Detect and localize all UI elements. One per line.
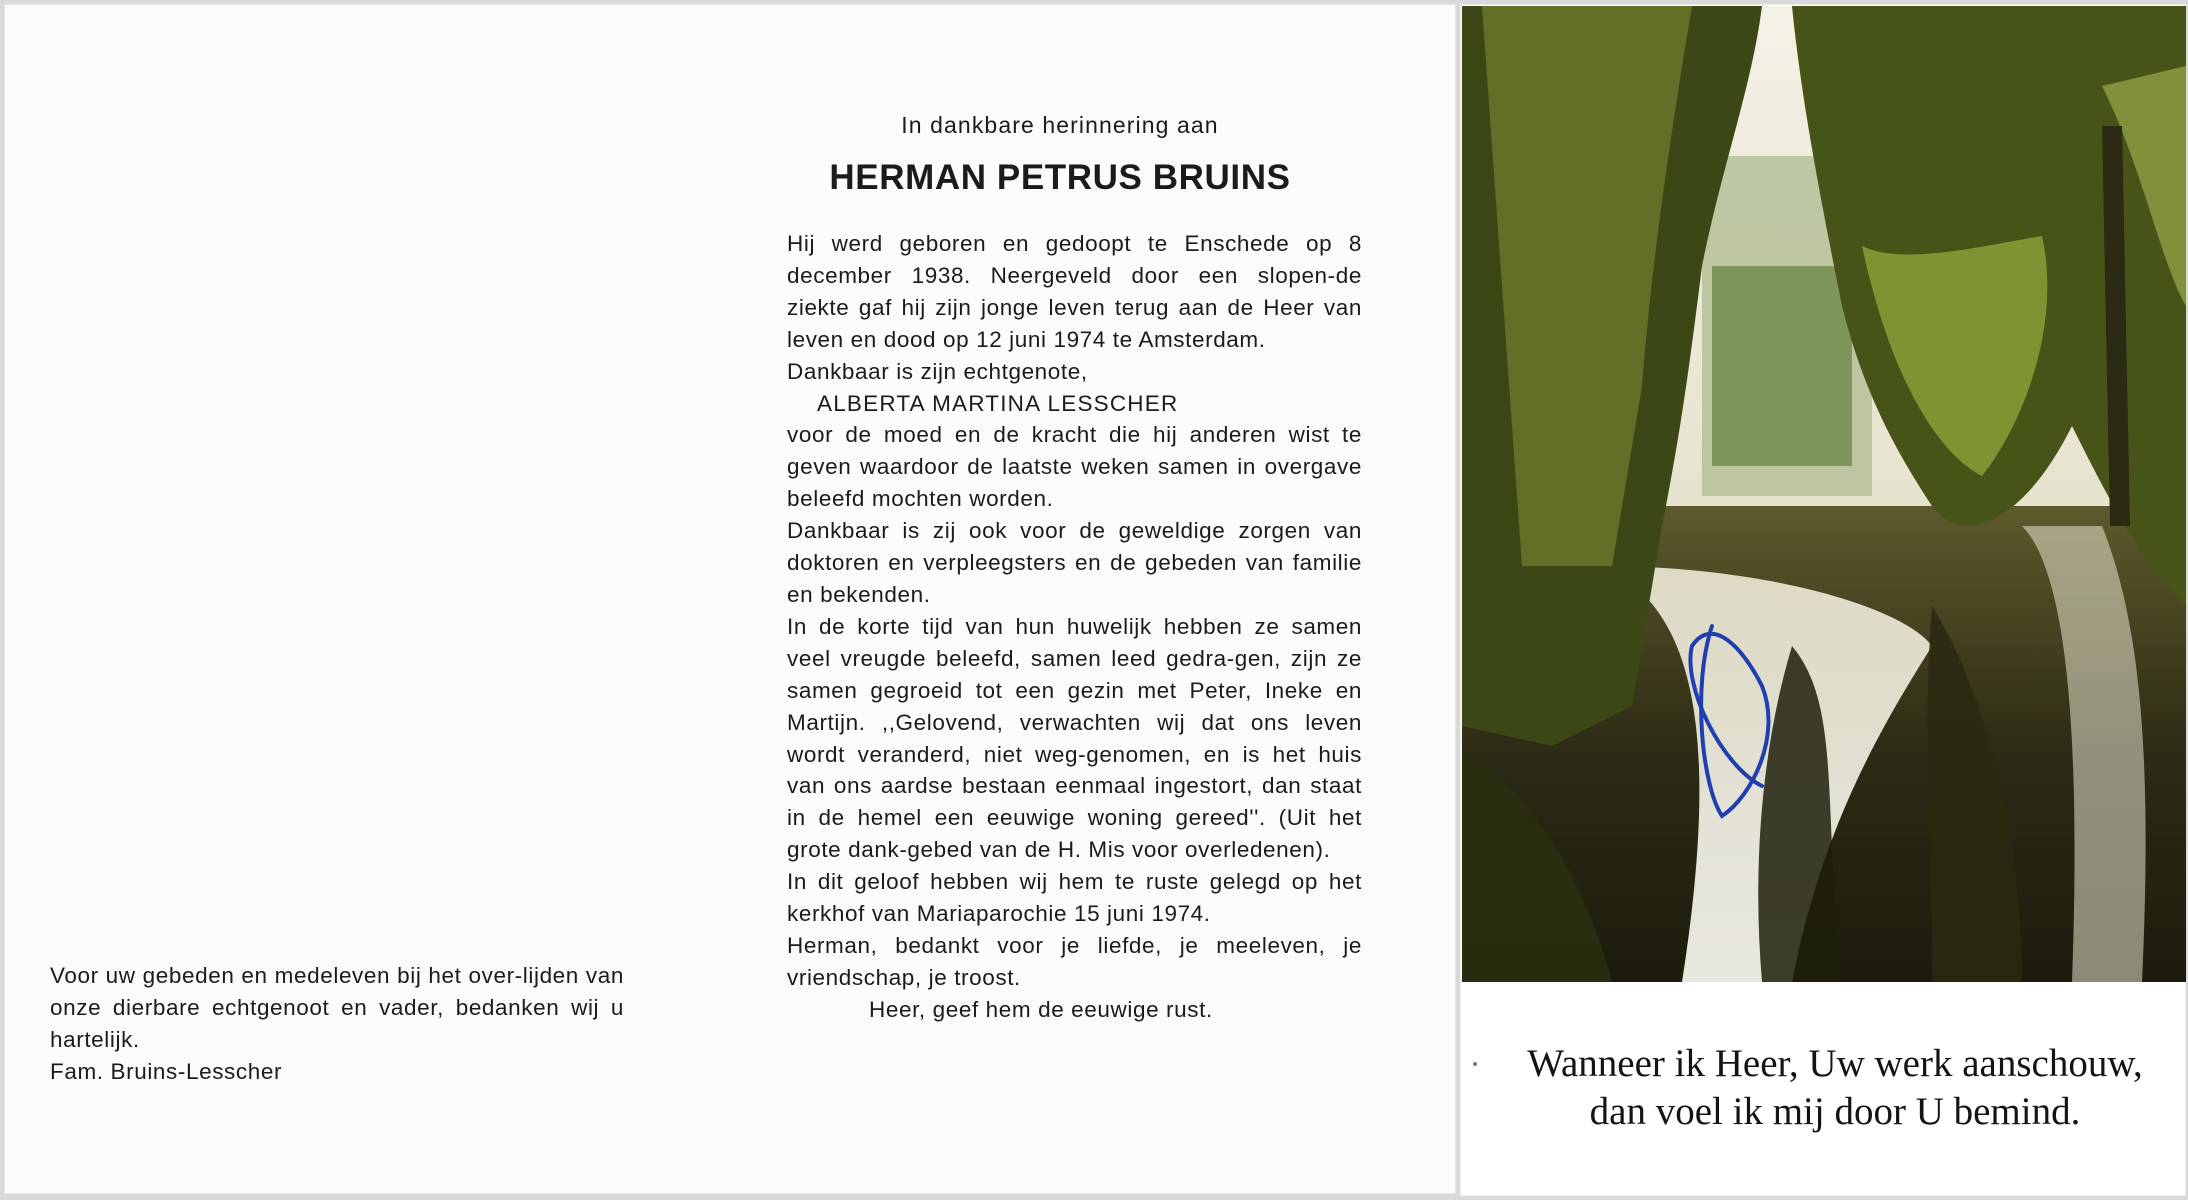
spouse-intro: Dankbaar is zijn echtgenote, <box>787 358 1088 384</box>
verse <box>1490 1040 2180 1136</box>
photo-illustration <box>1462 6 2186 982</box>
prayer-line: Heer, geef hem de eeuwige rust. <box>869 996 1213 1022</box>
gratitude-paragraph: voor de moed en de kracht die hij anderen wist te geven waardoor de laatste weken samen in overgave beleefd mochten worden. <box>787 422 1362 512</box>
biography-paragraph: Hij werd geboren en gedoopt te Enschede op 8 december 1938. Neergeveld door een slopen-de ziekte gaf hij zijn jonge leven terug aan de Heer van leven en dood op 12 juni 1974 te Amsterdam. <box>787 231 1362 352</box>
marriage-paragraph: In de korte tijd van hun huwelijk hebben ze samen veel vreugde beleefd, samen leed gedra-gen, zijn ze samen gegroeid tot een gezin met Peter, Ineke en Martijn. ,,Gelovend, verwachten wij dat ons leven wordt veranderd, niet weg-genomen, en is het huis van ons aardse bestaan eenmaal ingestort, dan staat in de hemel een eeuwige woning gereed''. (Uit het grote dank-gebed van de H. Mis voor overledenen). <box>787 613 1362 863</box>
deceased-name: HERMAN PETRUS BRUINS <box>829 158 1291 197</box>
memorial-text <box>787 228 1362 1026</box>
farewell-paragraph: Herman, bedankt voor je liefde, je meeleven, je vriendschap, je troost. <box>787 932 1362 990</box>
intro-line: In dankbare herinnering aan <box>901 112 1219 138</box>
care-gratitude-paragraph: Dankbaar is zij ook voor de geweldige zorgen van doktoren en verpleegsters en de gebeden van familie en bekenden. <box>787 518 1362 607</box>
willow-pond-photo <box>1462 6 2186 982</box>
burial-paragraph: In dit geloof hebben wij hem te ruste gelegd op het kerkhof van Mariaparochie 15 juni 1974. <box>787 869 1362 927</box>
thanks-paragraph: Voor uw gebeden en medeleven bij het over-lijden van onze dierbare echtgenoot en vader, bedanken wij u hartelijk. <box>50 963 624 1052</box>
verse-line-2: dan voel ik mij door U bemind. <box>1589 1090 2081 1133</box>
verse-line-1: Wanneer ik Heer, Uw werk aanschouw, <box>1527 1042 2143 1085</box>
spouse-name: ALBERTA MARTINA LESSCHER <box>817 390 1179 416</box>
print-dot <box>1473 1062 1477 1066</box>
distant-trees-dark <box>1712 266 1852 466</box>
family-signoff: Fam. Bruins-Lesscher <box>50 1058 283 1084</box>
family-thanks <box>50 960 624 1088</box>
